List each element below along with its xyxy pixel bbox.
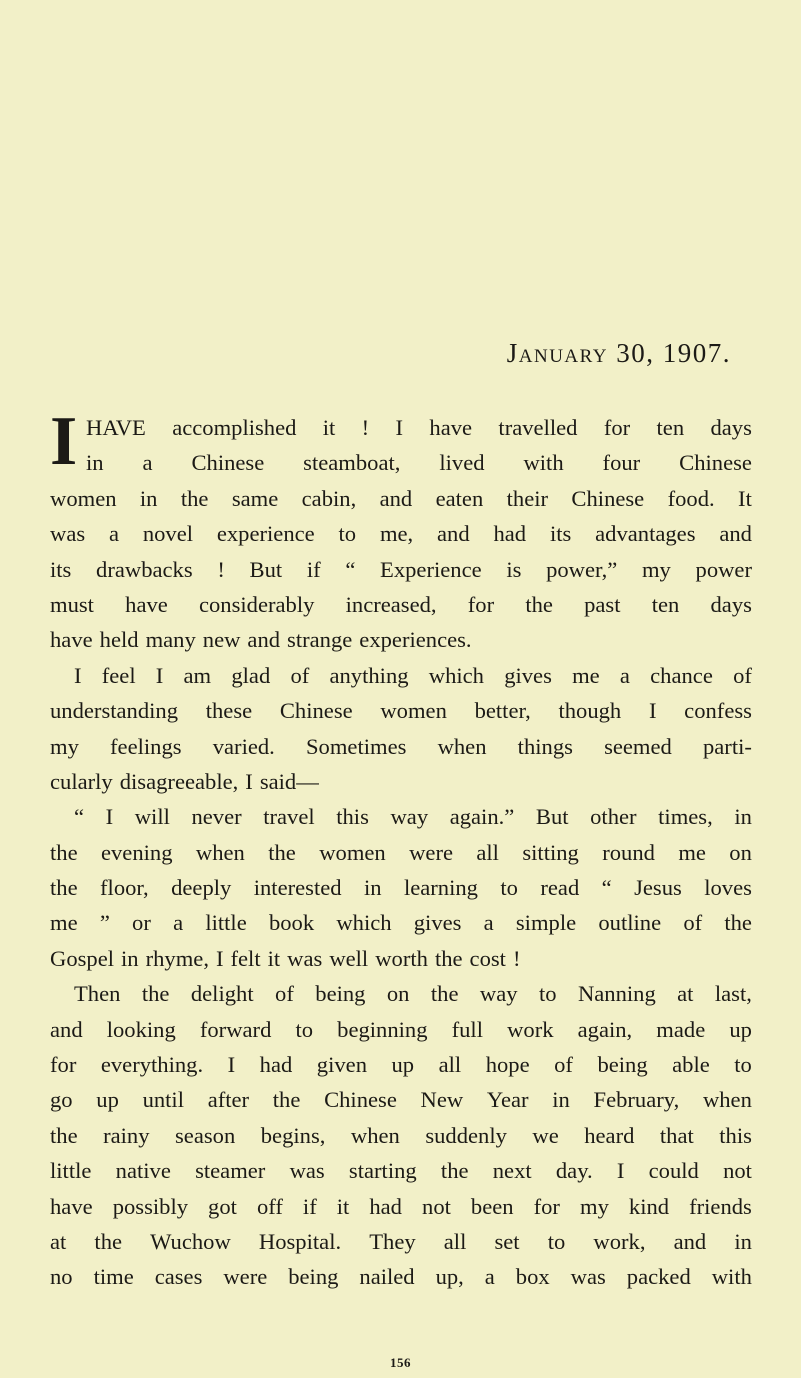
- text-line: little native steamer was starting the next day. I could not: [50, 1158, 752, 1184]
- text-line: my feelings varied. Sometimes when things seemed parti-: [50, 733, 752, 759]
- body-text: [50, 403, 752, 1295]
- text-line: in a Chinese steamboat, lived with four Chinese: [86, 450, 752, 476]
- text-line: the rainy season begins, when suddenly we heard that this: [50, 1122, 752, 1148]
- text-line: at the Wuchow Hospital. They all set to work, and in: [50, 1228, 752, 1254]
- text-line: women in the same cabin, and eaten their Chinese food. It: [50, 485, 752, 511]
- page-number: 156: [390, 1355, 411, 1370]
- text-line: understanding these Chinese women better, though I confess: [50, 698, 752, 724]
- text-line: was a novel experience to me, and had its advantages and: [50, 521, 752, 547]
- text-line: HAVE accomplished it ! I have travelled for ten days: [86, 415, 752, 440]
- text-line: have held many new and strange experiences.: [50, 627, 472, 653]
- text-line: the evening when the women were all sitting round me on: [50, 839, 752, 865]
- dateline: January 30, 1907.: [506, 338, 731, 368]
- text-line: have possibly got off if it had not been for my kind friends: [50, 1193, 752, 1219]
- text-line: I feel I am glad of anything which gives me a chance of: [74, 662, 752, 688]
- drop-cap: I: [50, 403, 78, 480]
- text-line: the floor, deeply interested in learning to read “ Jesus loves: [50, 875, 752, 901]
- text-line: “ I will never travel this way again.” But other times, in: [74, 804, 752, 830]
- text-line: go up until after the Chinese New Year in February, when: [50, 1087, 752, 1113]
- text-line: Gospel in rhyme, I felt it was well worth the cost !: [50, 945, 521, 971]
- text-line: and looking forward to beginning full work again, made up: [50, 1016, 752, 1042]
- text-line: me ” or a little book which gives a simple outline of the: [50, 910, 752, 936]
- text-line: Then the delight of being on the way to Nanning at last,: [74, 981, 752, 1007]
- text-line: its drawbacks ! But if “ Experience is power,” my power: [50, 556, 752, 582]
- text-line: cularly disagreeable, I said—: [50, 768, 319, 794]
- text-line: for everything. I had given up all hope of being able to: [50, 1052, 752, 1078]
- text-line: no time cases were being nailed up, a box was packed with: [50, 1264, 752, 1290]
- text-line: must have considerably increased, for the past ten days: [50, 591, 752, 617]
